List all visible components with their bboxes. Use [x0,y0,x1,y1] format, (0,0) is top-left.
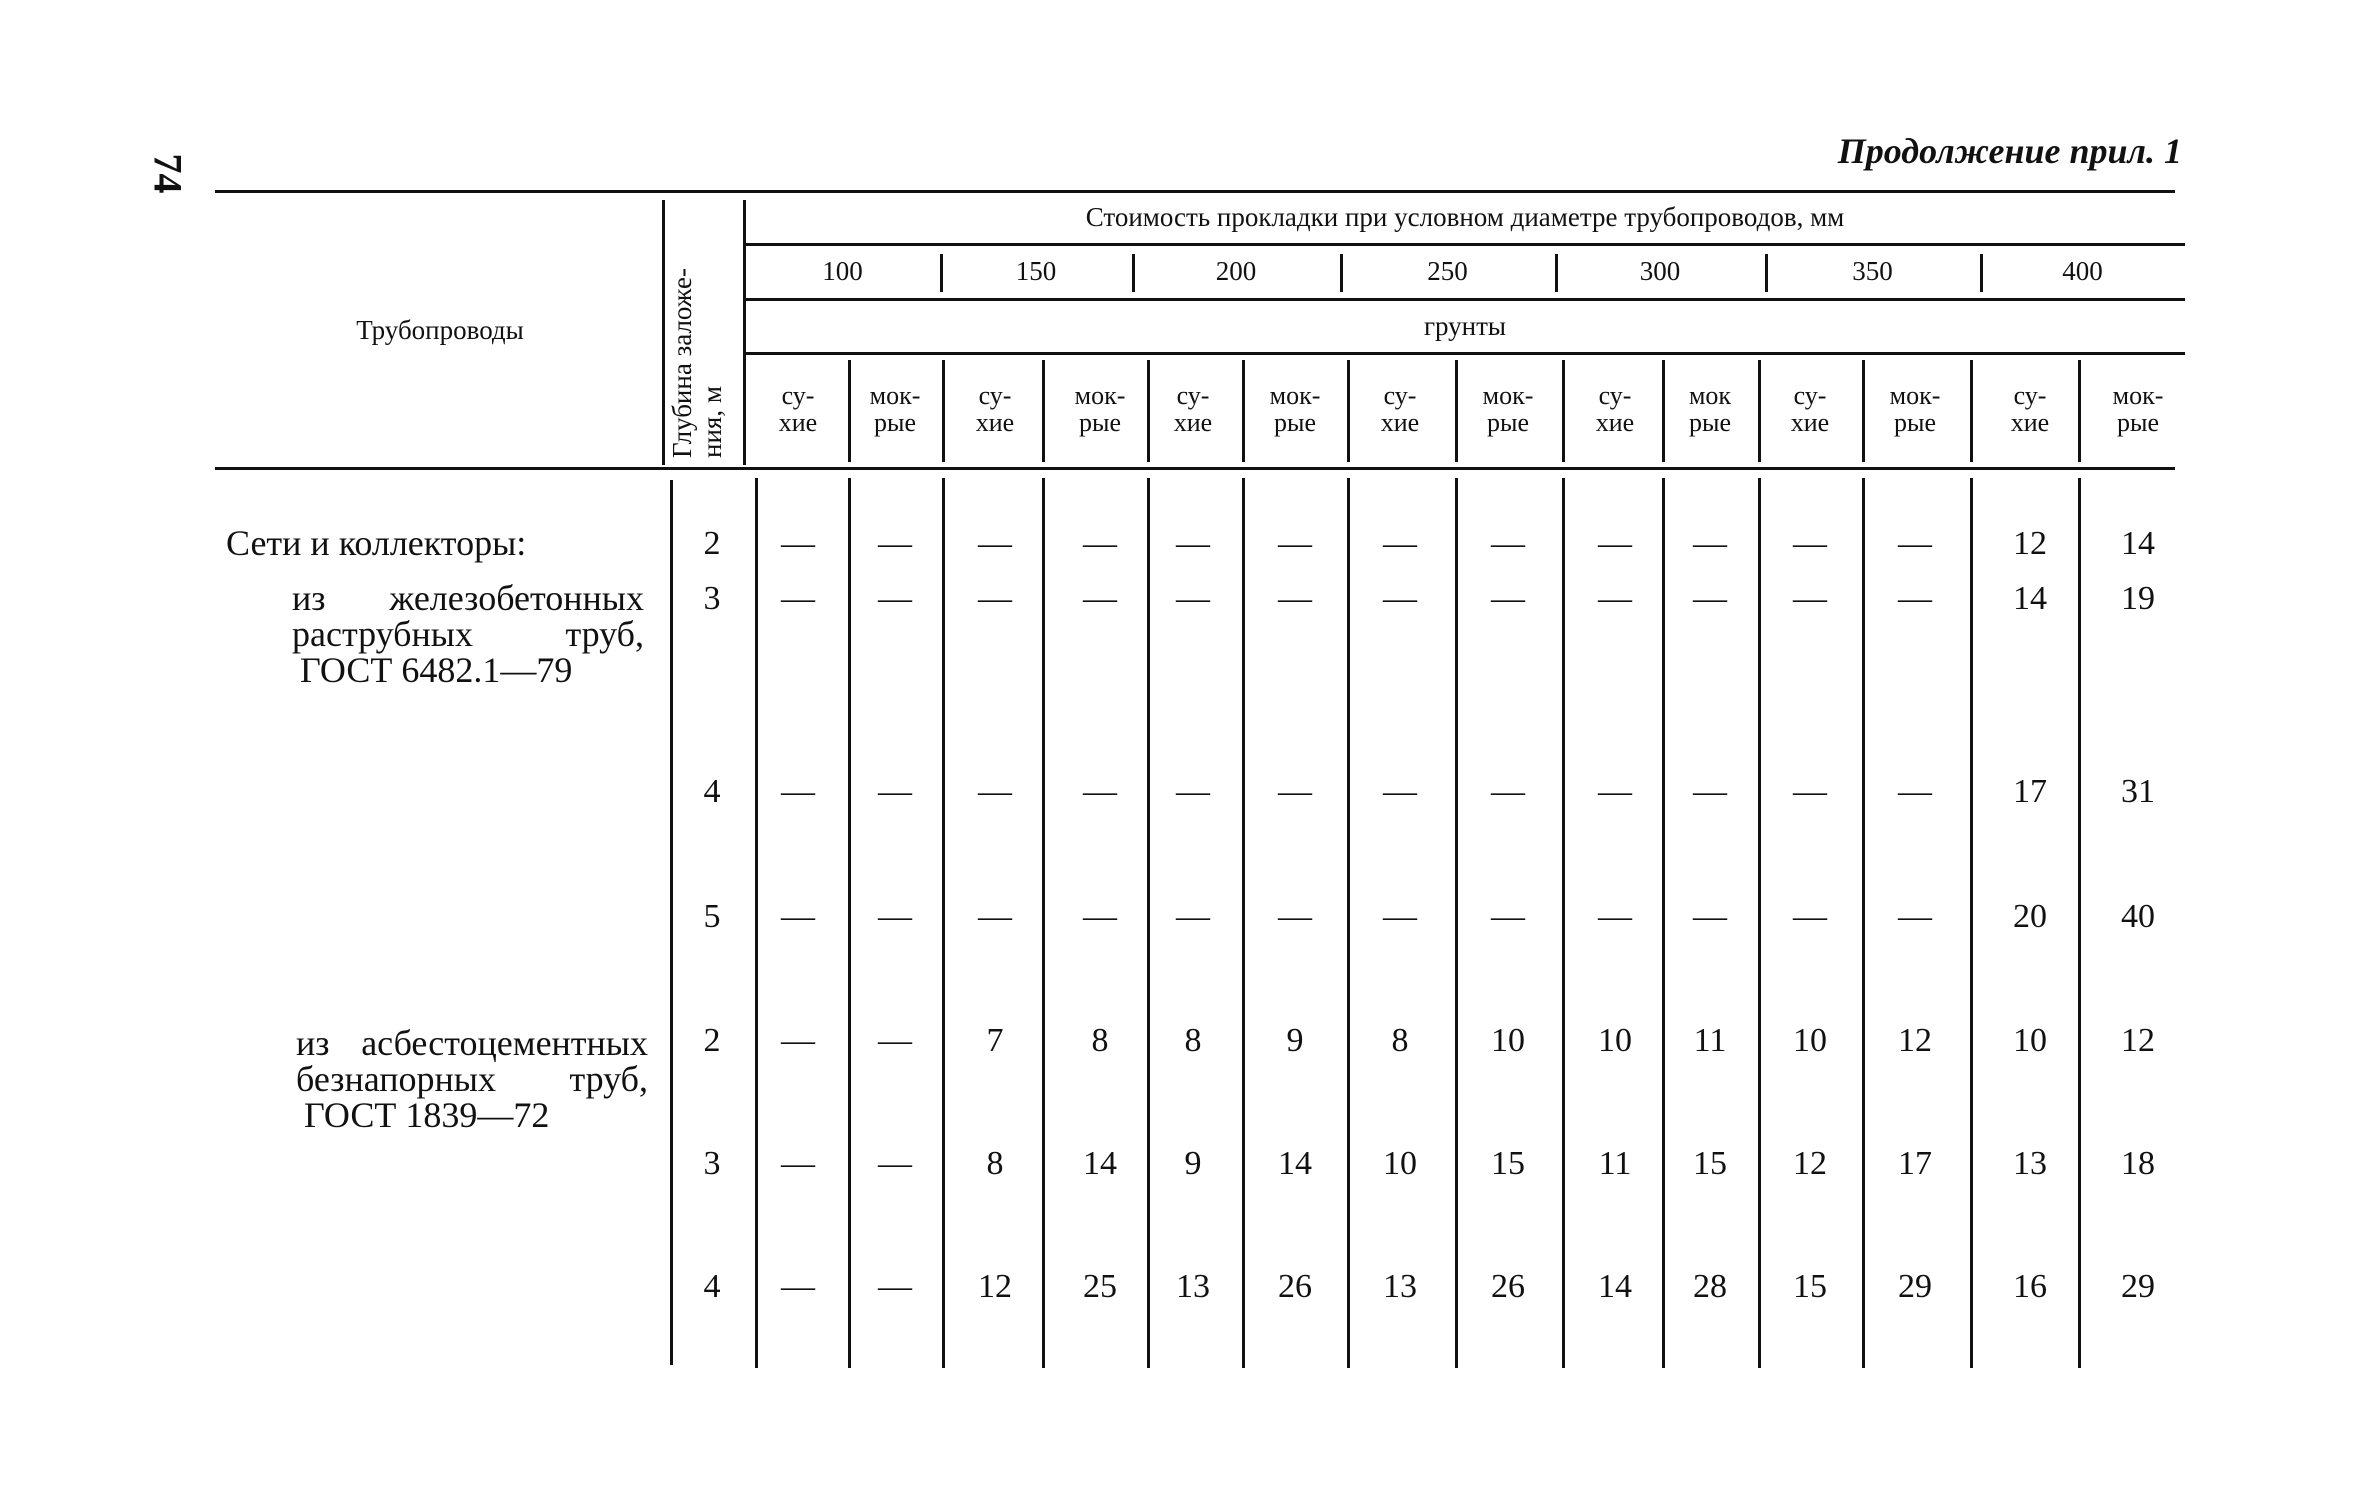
value-cell: — [1793,580,1827,617]
ac-line3: ГОСТ 1839—72 [304,1095,550,1135]
value-cell: — [1176,580,1210,617]
depth-cell: 2 [703,1022,721,1059]
soil-divider [1662,360,1665,462]
page-number: 74 [145,153,191,194]
diameter-header: 400 [2062,256,2103,286]
soil-header [1870,382,1960,437]
pipelines-header: Трубопроводы [356,315,524,345]
value-cell: — [1083,898,1117,935]
value-cell: — [978,525,1012,562]
soil-header-line2: рые [2116,408,2159,438]
value-cell: 15 [1793,1268,1827,1305]
soil-divider [1147,360,1150,462]
body-divider [1347,478,1350,1368]
diameter-divider [1555,254,1558,292]
depth-cell: 4 [703,1268,721,1305]
value-cell: 10 [2013,1022,2047,1059]
value-cell: 18 [2121,1145,2155,1182]
diameter-divider [940,254,943,292]
value-cell: — [1598,580,1632,617]
soil-header-line2: рые [1078,408,1121,438]
value-cell: 10 [1793,1022,1827,1059]
value-cell: 19 [2121,580,2155,617]
header-bottom-rule [215,467,2175,470]
soil-header-line2: хие [2010,408,2050,438]
soil-header-line1: су- [1383,381,1417,410]
rc-line2-a: раструбных [292,614,473,654]
value-cell: — [1693,773,1727,810]
soil-header-line1: су- [781,381,815,410]
value-cell: — [781,525,815,562]
rc-line3: ГОСТ 6482.1—79 [300,650,573,690]
value-cell: 17 [1898,1145,1932,1182]
soil-header-line1: су- [978,381,1012,410]
soil-header-line2: хие [975,408,1015,438]
depth-cell: 4 [703,773,721,810]
diameter-header: 350 [1852,256,1893,286]
value-cell: 14 [1083,1145,1117,1182]
soil-header-line1: мок- [1074,381,1126,410]
depth-cell: 5 [703,898,721,935]
body-divider [670,480,673,1365]
soil-header-line2: хие [778,408,818,438]
value-cell: — [1083,773,1117,810]
value-cell: 17 [2013,773,2047,810]
soil-header-line1: мок- [2112,381,2164,410]
soil-header-line1: су- [1176,381,1210,410]
rc-line1-a: из [292,578,326,618]
value-cell: — [878,1022,912,1059]
value-cell: 13 [1383,1268,1417,1305]
diameter-divider [1340,254,1343,292]
soil-header-line1: мок- [1269,381,1321,410]
value-cell: 31 [2121,773,2155,810]
value-cell: — [878,1145,912,1182]
value-cell: 12 [2013,525,2047,562]
soil-header-line2: хие [1595,408,1635,438]
soil-header [1148,382,1238,437]
value-cell: — [1598,525,1632,562]
value-cell: 12 [1793,1145,1827,1182]
continuation-title: Продолжение прил. 1 [1837,131,2182,171]
soil-header [1463,382,1553,437]
value-cell: — [1898,773,1932,810]
value-cell: 10 [1491,1022,1525,1059]
value-cell: — [1278,898,1312,935]
soil-header [1765,382,1855,437]
value-cell: 11 [1693,1022,1727,1059]
value-cell: — [1898,525,1932,562]
ac-line2-a: безнапорных [296,1059,496,1099]
value-cell: 12 [1898,1022,1932,1059]
soil-header [2093,382,2183,437]
body-divider [1862,478,1865,1368]
value-cell: 14 [1278,1145,1312,1182]
value-cell: — [978,773,1012,810]
soil-header-line2: хие [1790,408,1830,438]
body-divider [1562,478,1565,1368]
soil-header [1355,382,1445,437]
soil-divider [1347,360,1350,462]
body-divider [1455,478,1458,1368]
value-cell: — [1383,898,1417,935]
soil-header-line1: мок- [1889,381,1941,410]
value-cell: 8 [1184,1022,1202,1059]
value-cell: — [1793,898,1827,935]
body-divider [1970,478,1973,1368]
soil-header [753,382,843,437]
value-cell: 15 [1491,1145,1525,1182]
value-cell: 29 [2121,1268,2155,1305]
value-cell: 28 [1693,1268,1727,1305]
soil-header-line2: рые [1688,408,1731,438]
body-divider [942,478,945,1368]
value-cell: — [781,580,815,617]
soil-divider [1455,360,1458,462]
value-cell: 13 [2013,1145,2047,1182]
value-cell: — [781,773,815,810]
value-cell: — [1083,580,1117,617]
value-cell: — [878,898,912,935]
value-cell: 20 [2013,898,2047,935]
rc-line1-b: железобетонных [389,578,644,618]
soil-divider [848,360,851,462]
ac-line1-a: из [296,1023,330,1063]
value-cell: — [878,773,912,810]
diameter-header: 200 [1215,256,1257,286]
soil-header-line1: мок- [869,381,921,410]
soil-divider [1562,360,1565,462]
diameter-divider [1132,254,1135,292]
soil-divider [1970,360,1973,462]
diameter-divider [1765,254,1768,292]
value-cell: — [781,1145,815,1182]
value-cell: — [1491,898,1525,935]
value-cell: — [878,525,912,562]
value-cell: — [1898,898,1932,935]
soil-header [1250,382,1340,437]
value-cell: 14 [1598,1268,1632,1305]
value-cell: 10 [1598,1022,1632,1059]
depth-cell: 3 [703,1145,721,1182]
soil-header [1055,382,1145,437]
soil-header-line2: рые [1486,408,1529,438]
soil-header [1570,382,1660,437]
value-cell: 8 [1091,1022,1109,1059]
value-cell: 8 [1391,1022,1409,1059]
body-divider [1042,478,1045,1368]
value-cell: — [1598,898,1632,935]
soil-divider [1862,360,1865,462]
soil-header-line2: хие [1380,408,1420,438]
value-cell: — [878,1268,912,1305]
diameter-divider [1980,254,1983,292]
soil-header [1985,382,2075,437]
soil-header-line2: рые [1893,408,1936,438]
value-cell: — [1693,525,1727,562]
soil-header [850,382,940,437]
value-cell: — [1383,525,1417,562]
value-cell: 9 [1286,1022,1304,1059]
soil-header-line1: мок- [1482,381,1534,410]
value-cell: — [1083,525,1117,562]
soil-header-line1: мок [1688,381,1732,410]
value-cell: — [878,580,912,617]
header-divider [662,200,665,465]
depth-cell: 3 [703,580,721,617]
value-cell: — [1793,525,1827,562]
value-cell: 15 [1693,1145,1727,1182]
soil-divider [1758,360,1761,462]
diameter-header: 150 [1015,256,1057,286]
depth-header-line1: Глубина заложе- [667,267,697,458]
soil-header [950,382,1040,437]
depth-cell: 2 [703,525,721,562]
value-cell: — [978,580,1012,617]
body-divider [1758,478,1761,1368]
body-divider [1662,478,1665,1368]
value-cell: — [1176,773,1210,810]
value-cell: 25 [1083,1268,1117,1305]
value-cell: — [1693,580,1727,617]
cost-title: Стоимость прокладки при условном диаметре трубопроводов, мм [1085,202,1845,232]
value-cell: 26 [1491,1268,1525,1305]
soil-header-line1: су- [1793,381,1827,410]
ac-line2-b: труб, [569,1059,648,1099]
value-cell: — [1176,898,1210,935]
value-cell: — [1491,773,1525,810]
value-cell: 7 [986,1022,1004,1059]
body-divider [1147,478,1150,1368]
value-cell: — [1898,580,1932,617]
value-cell: — [1383,773,1417,810]
reinforced-concrete-group [292,580,644,688]
value-cell: 13 [1176,1268,1210,1305]
value-cell: 9 [1184,1145,1202,1182]
depth-header [668,268,727,458]
value-cell: 29 [1898,1268,1932,1305]
asbestos-cement-group [296,1025,648,1133]
networks-title: Сети и коллекторы: [226,523,527,563]
value-cell: — [1793,773,1827,810]
value-cell: 16 [2013,1268,2047,1305]
diameter-header: 100 [822,256,863,286]
value-cell: — [978,898,1012,935]
diameter-header: 300 [1639,256,1681,286]
rc-line2-b: труб, [565,614,644,654]
value-cell: 26 [1278,1268,1312,1305]
depth-header-line2: ния, м [696,386,727,458]
soil-header-line2: рые [873,408,916,438]
value-cell: — [1693,898,1727,935]
value-cell: — [1383,580,1417,617]
body-divider [1242,478,1245,1368]
value-cell: 40 [2121,898,2155,935]
value-cell: — [1278,525,1312,562]
value-cell: — [781,898,815,935]
value-cell: — [781,1022,815,1059]
soil-header-line2: хие [1173,408,1213,438]
soil-header-line1: су- [1598,381,1632,410]
value-cell: — [781,1268,815,1305]
diameter-rule [745,298,2185,301]
value-cell: — [1491,580,1525,617]
soil-header-line1: су- [2013,381,2047,410]
value-cell: — [1278,580,1312,617]
cost-rule [745,243,2185,246]
value-cell: — [1176,525,1210,562]
value-cell: 12 [2121,1022,2155,1059]
value-cell: 14 [2013,580,2047,617]
soils-rule [745,352,2185,355]
soil-divider [1242,360,1245,462]
value-cell: — [1278,773,1312,810]
diameter-header: 250 [1427,256,1468,286]
soil-header-line2: рые [1273,408,1316,438]
value-cell: — [1598,773,1632,810]
soil-divider [2078,360,2081,462]
ac-line1-b: асбестоцементных [361,1023,648,1063]
soils-title: грунты [1423,311,1507,341]
value-cell: — [1491,525,1525,562]
value-cell: 14 [2121,525,2155,562]
soil-header [1665,382,1755,437]
value-cell: 11 [1598,1145,1632,1182]
value-cell: 10 [1383,1145,1417,1182]
body-divider [848,478,851,1368]
value-cell: 8 [986,1145,1004,1182]
soil-divider [1042,360,1045,462]
body-divider [2078,478,2081,1368]
soil-divider [942,360,945,462]
value-cell: 12 [978,1268,1012,1305]
top-rule [215,190,2175,193]
